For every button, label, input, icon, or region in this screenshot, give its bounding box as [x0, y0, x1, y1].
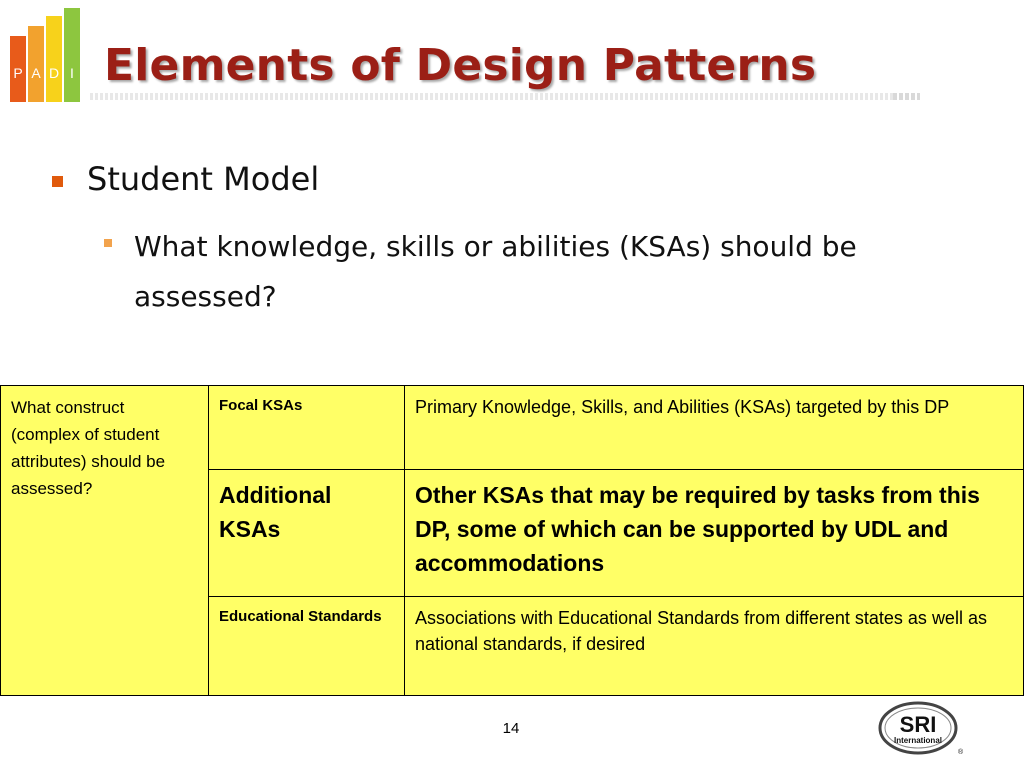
- description-cell-focal-ksas: Primary Knowledge, Skills, and Abilities (KSAs) targeted by this DP: [405, 386, 1024, 470]
- table-row: [1, 386, 1024, 470]
- description-cell-educational-standards: Associations with Educational Standards from different states as well as national standards, if desired: [405, 597, 1024, 696]
- padi-logo: [8, 8, 84, 108]
- bullet-square-icon: [52, 176, 63, 187]
- attribute-cell-educational-standards: Educational Standards: [209, 597, 405, 696]
- padi-logo-letter-d: D: [48, 65, 60, 81]
- page-number: 14: [502, 720, 520, 737]
- sub-bullet-square-icon: [104, 239, 112, 247]
- sub-bullet-ksas: [104, 222, 934, 322]
- description-cell-additional-ksas: Other KSAs that may be required by tasks from this DP, some of which can be supported by UDL and accommodations: [405, 470, 1024, 597]
- title-underline: [90, 93, 920, 100]
- bullet-student-model: [52, 160, 319, 198]
- attribute-cell-additional-ksas: Additional KSAs: [209, 470, 405, 597]
- padi-logo-letter-i: I: [70, 65, 74, 81]
- sri-logo-sub: International: [893, 736, 943, 745]
- title-underline-end: [893, 93, 920, 100]
- padi-logo-letter-a: A: [31, 65, 41, 81]
- padi-logo-letter-p: P: [13, 65, 23, 81]
- bullet-text: Student Model: [87, 160, 320, 198]
- sub-bullet-text: What knowledge, skills or abilities (KSAs) should be assessed?: [134, 230, 857, 313]
- construct-cell: What construct (complex of student attributes) should be assessed?: [1, 386, 209, 696]
- sri-international-logo: [876, 700, 964, 756]
- design-pattern-table: [0, 385, 1024, 696]
- registered-mark: ®: [958, 749, 964, 756]
- sri-logo-main: SRI: [899, 712, 937, 737]
- attribute-cell-focal-ksas: Focal KSAs: [209, 386, 405, 470]
- slide-title: Elements of Design Patterns: [104, 40, 817, 91]
